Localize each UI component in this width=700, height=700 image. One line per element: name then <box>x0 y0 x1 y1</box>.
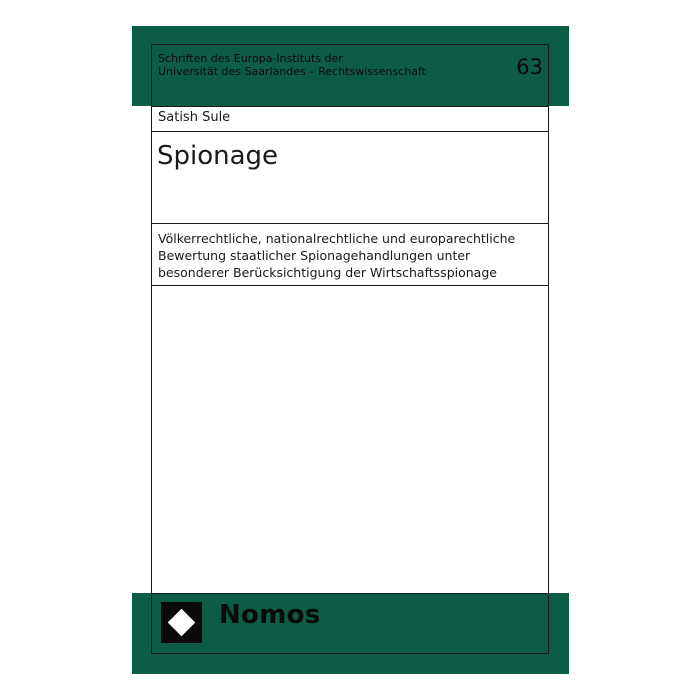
nomos-logo-icon <box>161 602 202 643</box>
book-title: Spionage <box>157 141 279 171</box>
divider-rule <box>152 106 549 107</box>
divider-rule <box>152 131 549 132</box>
cover-frame <box>151 44 549 654</box>
book-subtitle: Völkerrechtliche, nationalrechtliche und europarechtliche Bewertung staatlicher Spionagehandlungen unter besonderer Berücksichtigung der Wirtschaftsspionage <box>158 231 516 280</box>
volume-number: 63 <box>516 55 543 79</box>
author-name: Satish Sule <box>158 110 231 125</box>
diamond-icon <box>168 609 195 636</box>
divider-rule <box>152 285 549 286</box>
series-title: Schriften des Europa-Instituts der Universität des Saarlandes – Rechtswissenschaft <box>158 52 426 78</box>
divider-rule <box>152 223 549 224</box>
divider-rule <box>152 593 549 594</box>
publisher-name: Nomos <box>219 600 321 630</box>
book-cover <box>132 26 569 674</box>
